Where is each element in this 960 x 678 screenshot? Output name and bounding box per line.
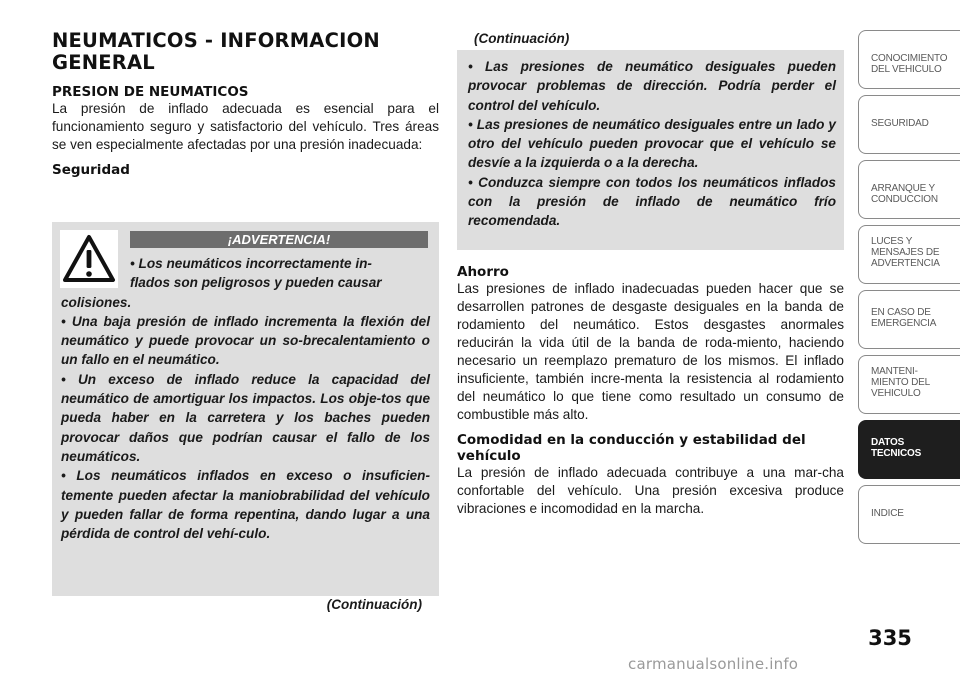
tab-luces[interactable] [858, 225, 960, 284]
warning-item-2: • Una baja presión de inflado incrementa la flexión del neumático y puede provocar un so-brecalentamiento o un fallo en el neumático. [61, 313, 430, 368]
tab-label: EN CASO DE EMERGENCIA [871, 307, 937, 329]
page-title [52, 30, 439, 74]
page-number: 335 [868, 626, 912, 650]
tab-indice[interactable] [858, 485, 960, 544]
right-column [457, 264, 844, 518]
tab-label: CONOCIMIENTO DEL VEHICULO [871, 53, 948, 75]
warning-item-7: • Conduzca siempre con todos los neumáticos inflados con la presión de inflado de neumático frío recomendada. [468, 174, 836, 229]
safety-label: Seguridad [52, 162, 130, 178]
tab-label: MANTENI- MIENTO DEL VEHICULO [871, 366, 930, 399]
warning-item-1c: colisiones. [61, 294, 132, 310]
tab-mantenimiento[interactable] [858, 355, 960, 414]
left-column [52, 30, 439, 178]
tab-emergencia[interactable] [858, 290, 960, 349]
tab-arranque[interactable] [858, 160, 960, 219]
continued-label-left: (Continuación) [326, 597, 422, 612]
page-title-line1: NEUMATICOS - INFORMACION [52, 29, 380, 52]
warning-box [52, 222, 439, 596]
economy-label: Ahorro [457, 264, 509, 280]
warning-box-continued [457, 50, 844, 250]
continued-label-right: (Continuación) [474, 31, 570, 46]
tab-conocimiento[interactable] [858, 30, 960, 89]
warning-text [61, 254, 430, 543]
warning-header: ¡ADVERTENCIA! [130, 231, 428, 248]
warning-item-4: • Los neumáticos inflados en exceso o insuficien-temente pueden afectar la maniobrabilidad del vehículo y pueden fallar de forma repentina, dando lugar a una pérdida de control del vehí-culo. [61, 468, 430, 542]
intro-paragraph: La presión de inflado adecuada es esencial para el funcionamiento seguro y satisfactorio del vehículo. Tres áreas se ven especialmente afectadas por una presión inadecuada: [52, 101, 439, 152]
chapter-tabs [858, 30, 960, 550]
page-title-line2: GENERAL [52, 51, 155, 74]
tire-pressure-heading: PRESION DE NEUMATICOS [52, 84, 249, 100]
tab-label: LUCES Y MENSAJES DE ADVERTENCIA [871, 236, 940, 269]
comfort-label: Comodidad en la conducción y estabilidad del vehículo [457, 432, 806, 464]
warning-item-6: • Las presiones de neumático desiguales entre un lado y otro del vehículo pueden provocar que el vehículo se desvíe a la izquierda o a la derecha. [468, 116, 836, 171]
tab-label: DATOS TECNICOS [871, 437, 922, 459]
tab-label: INDICE [871, 508, 904, 519]
tab-label: ARRANQUE Y CONDUCCION [871, 183, 938, 205]
warning-item-5: • Las presiones de neumático desiguales pueden provocar problemas de dirección. Podría perder el control del vehículo. [468, 59, 836, 113]
warning-text-continued [468, 57, 836, 231]
warning-item-1a: • Los neumáticos incorrectamente in- [130, 256, 372, 271]
comfort-paragraph: La presión de inflado adecuada contribuye a una mar-cha confortable del vehículo. Una presión excesiva produce vibraciones e incomodidad en la marcha. [457, 465, 844, 516]
economy-paragraph: Las presiones de inflado inadecuadas pueden hacer que se desarrollen patrones de desgaste desiguales en la banda de rodamiento del neumático. Estos desgastes anormales reducirán la vida útil de la banda de roda-miento, haciendo necesario un reemplazo prematuro de los mismos. El inflado insuficiente, también incre-menta la resistencia al rodamiento del neumático lo que tiene como resultado un consumo de combustible más alto. [457, 281, 844, 422]
watermark: carmanualsonline.info [628, 655, 799, 673]
tab-label: SEGURIDAD [871, 118, 929, 129]
warning-item-3: • Un exceso de inflado reduce la capacidad del neumático de amortiguar los impactos. Los obje-tos que pueda haber en la carretera y los baches pueden provocar daños que podrían causar el fallo de los neumáticos. [61, 371, 430, 464]
tab-datos-tecnicos[interactable] [858, 420, 960, 479]
tab-seguridad[interactable] [858, 95, 960, 154]
warning-item-1b: flados son peligrosos y pueden causar [130, 275, 382, 291]
